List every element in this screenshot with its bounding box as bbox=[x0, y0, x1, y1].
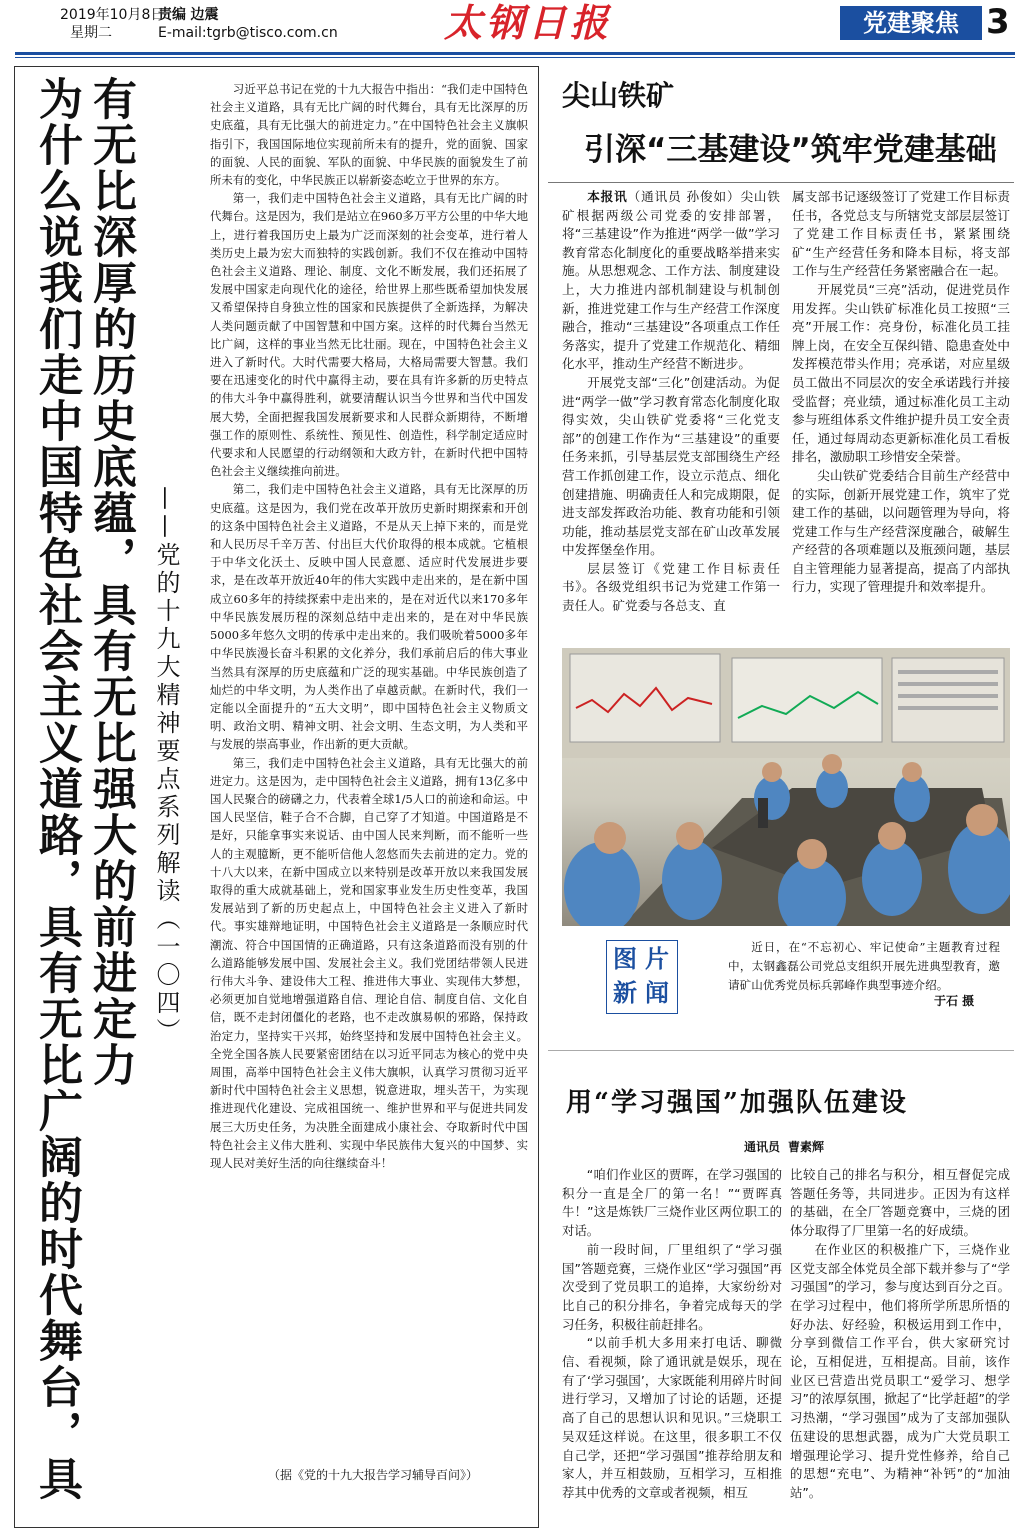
article1-rule bbox=[548, 182, 1014, 183]
article2-byline bbox=[736, 1138, 824, 1156]
article2-paragraph: “咱们作业区的贾晖，在学习强国的积分一直是全厂的第一名！”“贾晖真牛！”这是炼铁厂三烧作业区两位职工的对话。 bbox=[562, 1167, 782, 1239]
photo-caption-text: 近日，在“不忘初心、牢记使命”主题教育过程中，太钢鑫磊公司党总支组织开展先进典型教育，邀请矿山优秀党员标兵郭峰作典型事迹介绍。 bbox=[728, 940, 1000, 992]
article2-paragraph: 比较自己的排名与积分，相互督促完成答题任务等，共同进步。正因为有这样的基础，在全厂答题竞赛中，三烧的团体分取得了厂里第一名的好成绩。 bbox=[790, 1167, 1010, 1239]
issue-date bbox=[60, 6, 164, 42]
feature-body bbox=[210, 80, 528, 1465]
date-text: 2019年10月8日 bbox=[60, 7, 165, 23]
article2-paragraph: “以前手机大多用来打电话、聊微信、看视频，除了通讯就是娱乐，现在有了‘学习强国’，大家既能利用碎片时间进行学习，又增加了讨论的话题，还提高了自己的思想认识和见识。”三烧职工吴双廷这样说。在这里，很多职工不仅自己学，还把“学习强国”推荐给朋友和家人，并互相鼓励，互相学习，互相推荐其中优秀的文章或者视频，相互 bbox=[562, 1335, 782, 1500]
feature-source: （据《党的十九大报告学习辅导百问》） bbox=[268, 1468, 479, 1482]
article1-lead: 尖山铁矿根据两级公司党委的安排部署，将“三基建设”作为推进“两学一做”学习教育常态化制度化的重要战略举措来实施。从思想观念、工作方法、制度建设上，大力推进内部机制建设与机制创新，推进党建工作与生产经营工作深度融合，推动“三基建设”各项重点工作任务落实，提升了党建工作规范化、精细化水平，推动生产经营不断进步。 bbox=[562, 189, 780, 372]
photo-caption bbox=[728, 938, 1000, 994]
page-number: 3 bbox=[986, 2, 1010, 42]
article1-paragraph: 开展党员“三亮”活动，促进党员作用发挥。尖山铁矿标准化员工按照“三亮”开展工作：亮身份，标准化员工挂牌上岗，在安全互保纠错、隐患查处中发挥模范带头作用；亮承诺，对应星级员工做出不同层次的安全承诺践行并接受监督；亮业绩，通过标准化员工主动参与班组体系文件维护提升员工安全责任，通过每周动态更新标准化员工看板排名，激励职工珍惜安全荣誉。 bbox=[792, 281, 1010, 465]
photo-credit: 于石 摄 bbox=[934, 994, 975, 1008]
article1-paragraph: 属支部书记逐级签订了党建工作目标责任书，各党总支与所辖党支部层层签订了党建工作目标责任书，紧紧围绕矿“生产经营任务和降本目标，将支部工作与生产经营任务紧密融合在一起。 bbox=[792, 189, 1010, 279]
article1-column-2 bbox=[792, 188, 1010, 640]
feature-paragraph: 第一，我们走中国特色社会主义道路，具有无比广阔的时代舞台。这是因为，我们是站立在960多万平方公里的中华大地上，进行着我国历史上最为广泛而深刻的社会变革，进行着人类历史上最为宏大而独特的实践创新。我们不仅在推动中国特色社会主义道路、理论、制度、文化不断发展，我们还拓展了发展中国家走向现代化的途径，给世界上那些既希望加快发展又希望保持自身独立性的国家和民族提供了全新选择，为解决人类问题贡献了中国智慧和中国方案。这样的时代舞台当然无比广阔，这样的事业当然无比壮丽。现在，中国特色社会主义进入了新时代。大时代需要大格局，大格局需要大智慧。我们要在迅速变化的时代中赢得主动，要在具有许多新的历史特点的伟大斗争中赢得胜利，就要清醒认识当今世界和当代中国发展大势，全面把握我国发展新要求和人民群众新期待，不断增强工作的原则性、系统性、预见性、创造性，科学制定适应时代要求和人民愿望的行动纲领和大政方针，在新时代把中国特色社会主义继续推向前进。 bbox=[210, 191, 528, 479]
byline-name: 曹素辉 bbox=[788, 1140, 825, 1154]
badge-char: 片 bbox=[645, 945, 669, 973]
section-badge: 党建聚焦 bbox=[840, 6, 982, 40]
article1-byline-detail: （通讯员 孙俊如） bbox=[627, 189, 741, 204]
article1-paragraph: 尖山铁矿党委结合目前生产经营中的实际，创新开展党建工作，筑牢了党建工作的基础，以问题管理为导向，将党建工作与生产经营深度融合，破解生产经营的各项难题以及瓶颈问题，基层自主管理能力显著提高，提高了内部执行力，实现了管理提升和效率提升。 bbox=[792, 467, 1010, 595]
email-text: E-mail:tgrb@tisco.com.cn bbox=[158, 25, 338, 41]
article1-paragraph bbox=[562, 188, 780, 374]
article2-title: 用“学习强国”加强队伍建设 bbox=[566, 1088, 908, 1118]
masthead-rule bbox=[15, 52, 1015, 55]
article1-title: 尖山铁矿 bbox=[562, 79, 675, 112]
article2-column-1 bbox=[562, 1166, 782, 1528]
editor-name: 边震 bbox=[190, 7, 219, 23]
article1-subtitle: 引深“三基建设”筑牢党建基础 bbox=[584, 132, 997, 168]
article1-paragraph: 层层签订《党建工作目标责任书》。各级党组织书记为党建工作第一责任人。矿党委与各总支、直 bbox=[562, 560, 780, 614]
masthead bbox=[0, 0, 1024, 52]
feature-headline-2: 为什么说我们走中国特色社会主义道路，具有无比广阔的时代舞台，具 bbox=[31, 76, 82, 1502]
editor-info bbox=[158, 6, 338, 42]
meeting-photo bbox=[562, 648, 1010, 926]
article2-paragraph: 前一段时间，厂里组织了“学习强国”答题竞赛，三烧作业区“学习强国”再次受到了党员职工的追捧，大家纷纷对比自己的积分排名，争着完成每天的学习任务，积极往前赶排名。 bbox=[562, 1241, 782, 1332]
article1-column-1 bbox=[562, 188, 780, 640]
badge-char: 图 bbox=[613, 945, 637, 973]
masthead-rule-thin bbox=[15, 57, 1015, 58]
feature-paragraph: 习近平总书记在党的十九大报告中指出：“我们走中国特色社会主义道路，具有无比广阔的时代舞台，具有无比深厚的历史底蕴，具有无比强大的前进定力。”在中国特色社会主义旗帜指引下，我国国际地位实现前所未有的提升，党的面貌、国家的面貌、人民的面貌、军队的面貌、中华民族的面貌发生了前所未有的变化，中华民族正以崭新姿态屹立于世界的东方。 bbox=[210, 82, 528, 188]
weekday-text: 星期二 bbox=[70, 25, 112, 41]
feature-paragraph: 第三，我们走中国特色社会主义道路，具有无比强大的前进定力。这是因为，走中国特色社会主义道路，拥有13亿多中国人民聚合的磅礴之力，代表着全球1/5人口的前途和命运。中国人民坚信，鞋子合不合脚，自己穿了才知道。中国道路是不是好，只能拿事实来说话、由中国人民来判断，而不能听一些人的主观臆断，更不能听信他人忽悠而失去前进的定力。党的十八大以来，在新中国成立以来特别是改革开放以来我国发展取得的重大成就基础上，党和国家事业发生历史性变革，我国发展站到了新的历史起点上，中国特色社会主义进入了新时代。事实雄辩地证明，中国特色社会主义道路是一条顺应时代潮流、符合中国国情的正确道路，只有这条道路而没有别的什么道路能够发展中国、发展社会主义。我们党团结带领人民进行伟大斗争、建设伟大工程、推进伟大事业、实现伟大梦想，必须更加自觉地增强道路自信、理论自信、制度自信、文化自信，既不走封闭僵化的老路，也不走改旗易帜的邪路，保持政治定力，坚持实干兴邦，始终坚持和发展中国特色社会主义。全党全国各族人民要紧密团结在以习近平同志为核心的党中央周围，高举中国特色社会主义伟大旗帜，认真学习贯彻习近平新时代中国特色社会主义思想，锐意进取，埋头苦干，为实现推进现代化建设、完成祖国统一、维护世界和平与促进共同发展三大历史任务，为决胜全面建成小康社会、夺取新时代中国特色社会主义伟大胜利、实现中华民族伟大复兴的中国梦、实现人民对美好生活的向往继续奋斗！ bbox=[210, 755, 528, 1170]
editor-label: 责编 bbox=[158, 7, 186, 23]
article2-paragraph: 在作业区的积极推广下，三烧作业区党支部全体党员全部下载并参与了“学习强国”的学习，参与度达到百分之百。在学习过程中，他们将所学所思所悟的好办法、好经验，积极运用到工作中，分享到微信工作平台，供大家研究讨论，互相促进，互相提高。目前，该作业区已营造出党员职工“爱学习、想学习”的浓厚氛围，掀起了“比学赶超”的学习热潮，“学习强国”成为了支部加强队伍建设的思想武器，成为广大党员职工增强理论学习、提升党性修养，给自己的思想“充电”、为精神“补钙”的“加油站”。 bbox=[790, 1241, 1010, 1500]
article1-byline: 本报讯 bbox=[587, 189, 628, 204]
article2-column-2 bbox=[790, 1166, 1010, 1528]
feature-series-title: ——党的十九大精神要点系列解读（一〇四） bbox=[152, 486, 180, 1046]
feature-paragraph: 第二，我们走中国特色社会主义道路，具有无比深厚的历史底蕴。这是因为，我们党在改革开放历史新时期探索和开创的这条中国特色社会主义道路，不是从天上掉下来的，而是党和人民历尽千辛万苦、付出巨大代价取得的根本成就。它植根于中华文化沃土、反映中国人民意愿、适应时代发展进步要求，是在改革开放近40年的伟大实践中走出来的，是在新中国成立60多年的持续探索中走出来的，是在对近代以来170多年中华民族发展历程的深刻总结中走出来的，是在对中华民族5000多年悠久文明的传承中走出来的。我们吸吮着5000多年中华民族漫长奋斗积累的文化养分，我们承前启后的伟大事业当然具有深厚的历史底蕴和广泛的现实基础。中华民族创造了灿烂的中华文明，为人类作出了卓越贡献。在新时代，我们一定能以全面提升的“五大文明”，即中国特色社会主义物质文明、政治文明、精神文明、社会文明、生态文明，为人类和平与发展的崇高事业，作出新的更大贡献。 bbox=[210, 482, 528, 752]
badge-char: 新 bbox=[613, 979, 637, 1007]
article1-paragraph: 开展党支部“三化”创建活动。为促进“两学一做”学习教育常态化制度化取得实效，尖山铁矿党委将“三化党支部”的创建工作作为“三基建设”的重要任务来抓，引导基层党支部围绕生产经营工作抓创建工作，设立示范点、细化创建措施、明确责任人和完成期限，促进支部发挥政治功能、教育功能和引领功能，推动基层党支部在矿山改革发展中发挥堡垒作用。 bbox=[562, 374, 780, 558]
meeting-photo-illustration bbox=[562, 648, 1010, 926]
section-divider bbox=[548, 1050, 1014, 1051]
byline-label: 通讯员 bbox=[744, 1140, 781, 1154]
photo-news-badge bbox=[606, 940, 678, 1014]
paper-logo: 太钢日报 bbox=[444, 0, 613, 45]
badge-char: 闻 bbox=[645, 979, 669, 1007]
feature-headline-1: 有无比深厚的历史底蕴，具有无比强大的前进定力 bbox=[85, 76, 136, 1088]
